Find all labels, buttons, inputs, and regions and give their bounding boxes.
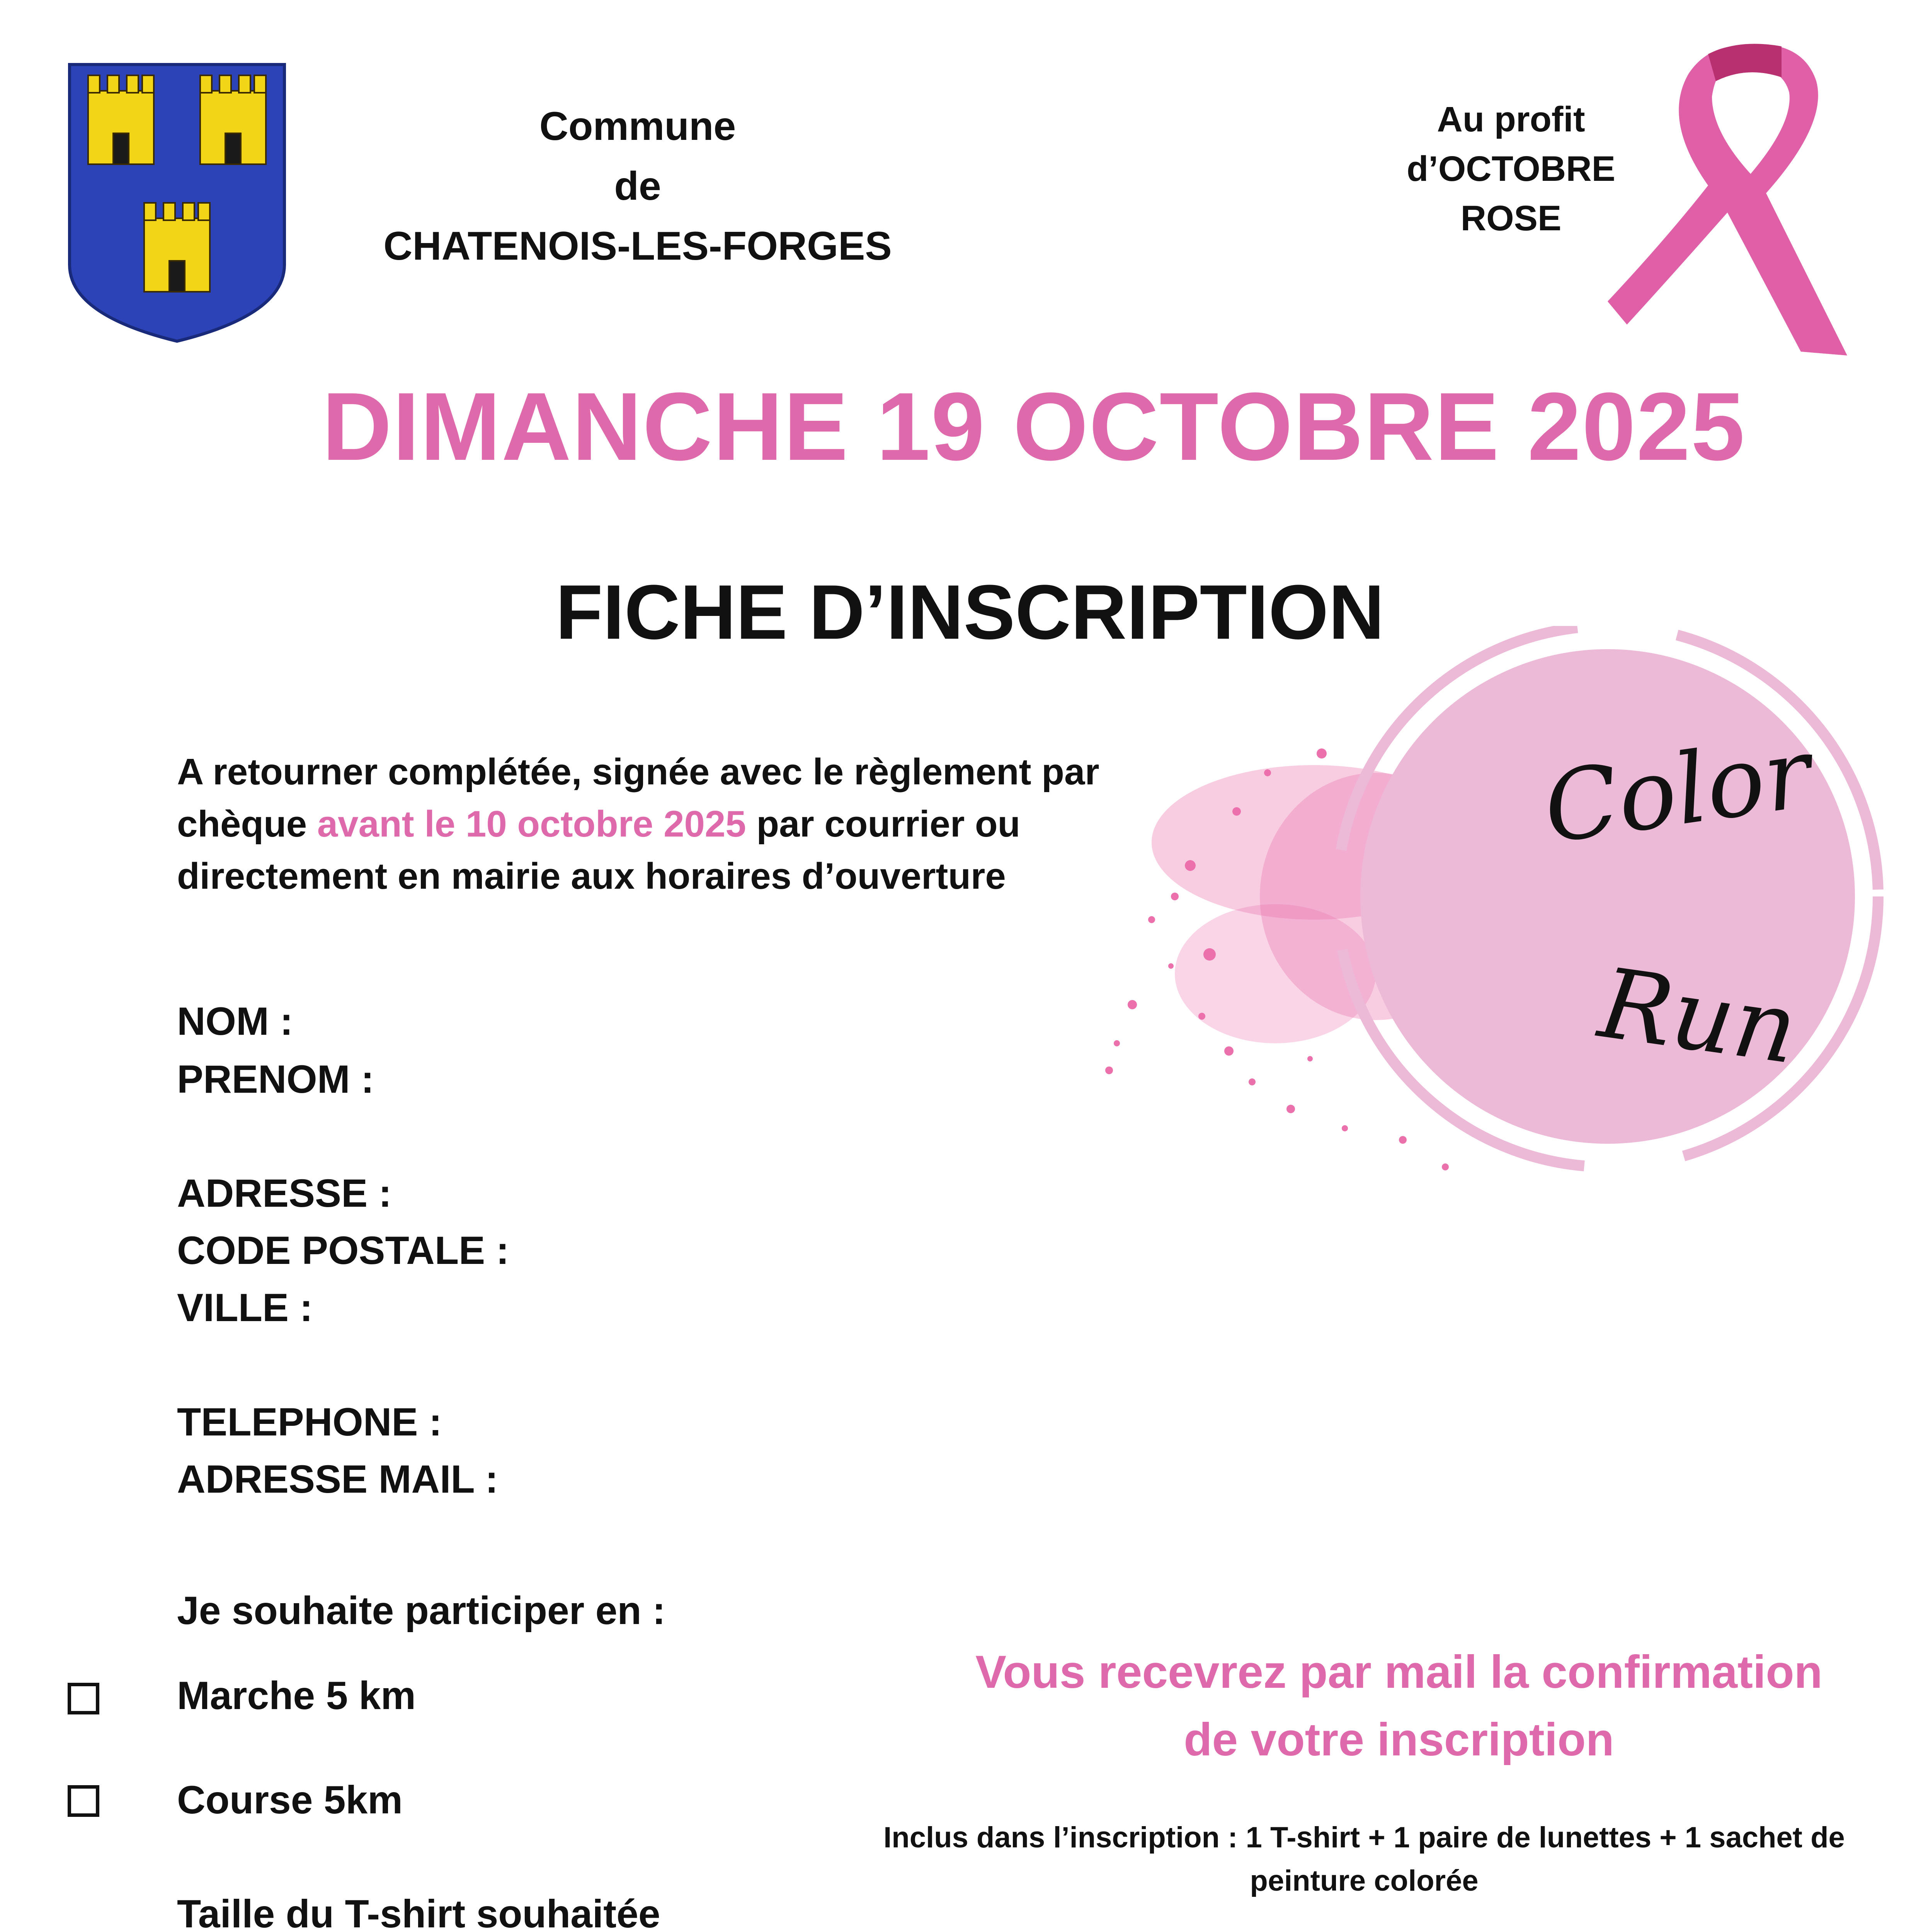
option-course-label: Course 5km <box>177 1778 403 1822</box>
intro-text: A retourner complétée, signée avec le règlement par chèque <box>177 751 1099 845</box>
form-title: FICHE D’INSCRIPTION <box>555 569 1385 655</box>
commune-line: CHATENOIS-LES-FORGES <box>383 224 892 269</box>
commune-line: de <box>614 164 661 209</box>
field-nom[interactable]: NOM : <box>177 999 293 1043</box>
confirmation-line: Vous recevrez par mail la confirmation <box>975 1646 1822 1698</box>
event-date-title: DIMANCHE 19 OCTOBRE 2025 <box>322 372 1746 480</box>
field-adresse-mail[interactable]: ADRESSE MAIL : <box>177 1457 499 1501</box>
badge-word-run: Run <box>1593 947 1804 1086</box>
coat-of-arms-logo <box>65 60 289 346</box>
badge-word-color: Color <box>1537 716 1818 865</box>
field-telephone[interactable]: TELEPHONE : <box>177 1400 442 1444</box>
field-code-postale[interactable]: CODE POSTALE : <box>177 1228 509 1272</box>
profit-line: d’OCTOBRE <box>1406 149 1616 189</box>
field-prenom[interactable]: PRENOM : <box>177 1057 374 1101</box>
commune-line: Commune <box>539 104 736 149</box>
tshirt-heading: Taille du T-shirt souhaitée <box>177 1892 660 1932</box>
profit-line: ROSE <box>1460 199 1562 238</box>
confirmation-note <box>920 1638 1878 1774</box>
commune-name <box>336 97 939 276</box>
participation-heading: Je souhaite participer en : <box>177 1588 666 1633</box>
confirmation-line: de votre inscription <box>1184 1714 1614 1765</box>
option-marche-label: Marche 5 km <box>177 1673 416 1718</box>
checkbox-marche[interactable] <box>68 1683 99 1714</box>
field-adresse[interactable]: ADRESSE : <box>177 1171 392 1215</box>
field-ville[interactable]: VILLE : <box>177 1286 313 1330</box>
color-run-badge <box>1074 626 1916 1186</box>
intro-instructions <box>177 746 1166 902</box>
profit-line: Au profit <box>1437 100 1585 139</box>
pink-ribbon-icon <box>1600 31 1878 363</box>
intro-text: par courrier ou directement en mairie aux horaires d’ouverture <box>177 803 1021 897</box>
included-items: Inclus dans l’inscription : 1 T-shirt + 1 paire de lunettes + 1 sachet de peinture colorée <box>883 1821 1845 1897</box>
checkbox-course[interactable] <box>68 1785 99 1817</box>
deadline-highlight: avant le 10 octobre 2025 <box>317 803 746 845</box>
